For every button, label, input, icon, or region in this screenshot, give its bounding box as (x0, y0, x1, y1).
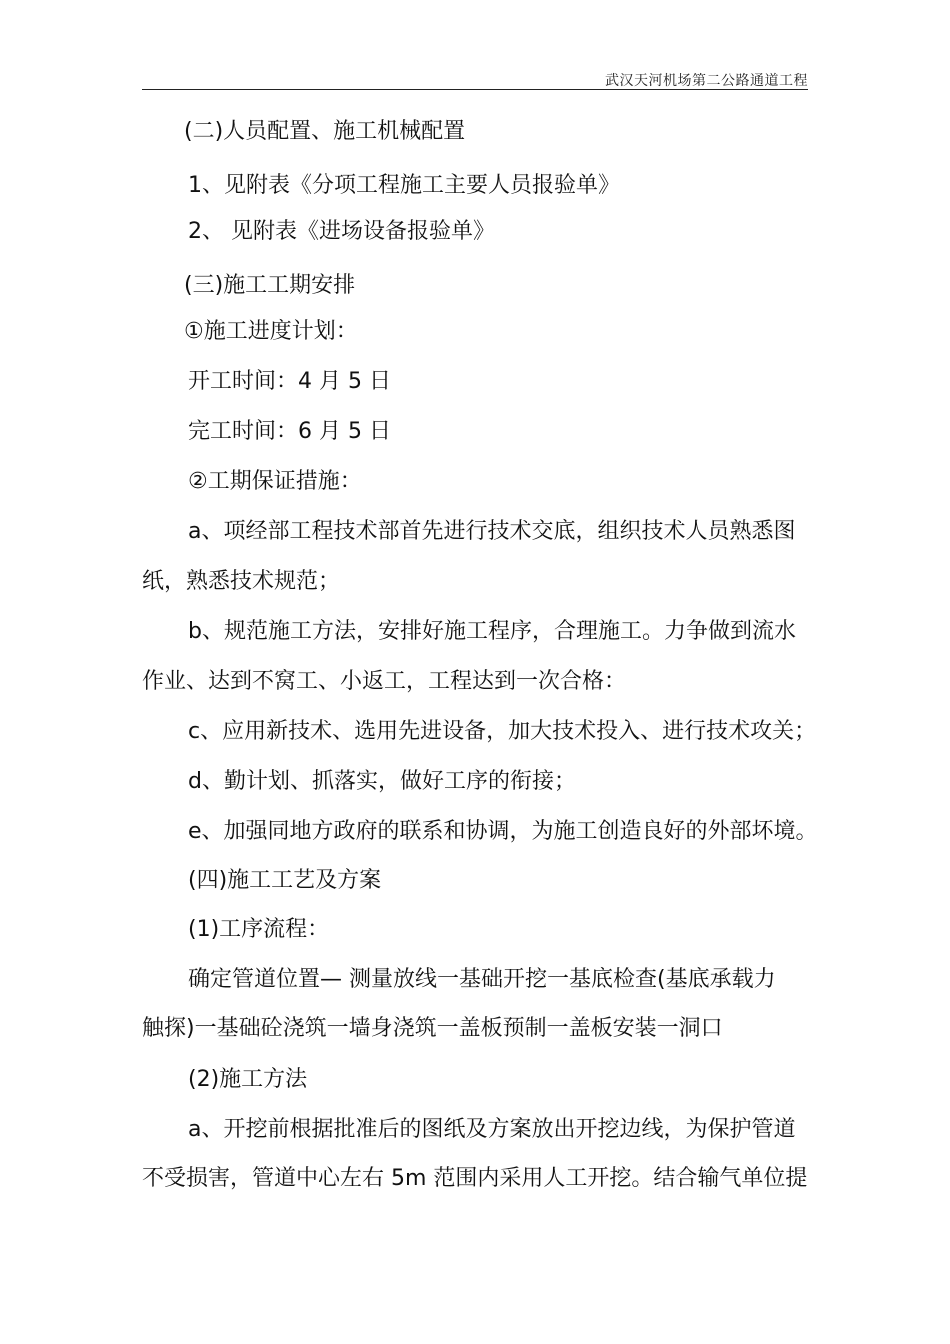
list-item: 2、 见附表《进场设备报验单》 (188, 219, 495, 244)
paragraph-line: a、项经部工程技术部首先进行技术交底，组织技术人员熟悉图 (188, 519, 796, 544)
subheading-method: (2)施工方法 (188, 1067, 308, 1092)
list-item: 1、见附表《分项工程施工主要人员报验单》 (188, 173, 620, 198)
section-heading-personnel: (二)人员配置、施工机械配置 (184, 119, 466, 144)
paragraph-line: 作业、达到不窝工、小返工，工程达到一次合格： (142, 669, 627, 694)
paragraph-line: 不受损害，管道中心左右 5m 范围内采用人工开挖。结合输气单位提 (142, 1166, 808, 1191)
paragraph-line: c、应用新技术、选用先进设备，加大技术投入、进行技术攻关； (188, 719, 817, 744)
paragraph-line: 确定管道位置— 测量放线一基础开挖一基底检查(基底承载力 (188, 967, 776, 992)
start-time: 开工时间：4 月 5 日 (188, 369, 391, 394)
section-heading-schedule: (三)施工工期安排 (184, 273, 356, 298)
paragraph-line: 触探)一基础砼浇筑一墙身浇筑一盖板预制一盖板安装一洞口 (142, 1016, 723, 1041)
section-heading-process: (四)施工工艺及方案 (188, 868, 382, 893)
paragraph-line: a、开挖前根据批准后的图纸及方案放出开挖边线，为保护管道 (188, 1117, 796, 1142)
subheading-schedule-measures: ②工期保证措施： (188, 469, 362, 494)
finish-time: 完工时间：6 月 5 日 (188, 419, 391, 444)
header-divider (142, 89, 808, 90)
paragraph-line: e、加强同地方政府的联系和协调，为施工创造良好的外部坏境。 (188, 819, 818, 844)
paragraph-line: 纸，熟悉技术规范； (142, 569, 341, 594)
header-title: 武汉天河机场第二公路通道工程 (605, 73, 808, 89)
paragraph-line: b、规范施工方法，安排好施工程序，合理施工。力争做到流水 (188, 619, 796, 644)
subheading-progress-plan: ①施工进度计划： (184, 319, 358, 344)
subheading-workflow: (1)工序流程： (188, 917, 330, 942)
paragraph-line: d、勤计划、抓落实，做好工序的衔接； (188, 769, 576, 794)
